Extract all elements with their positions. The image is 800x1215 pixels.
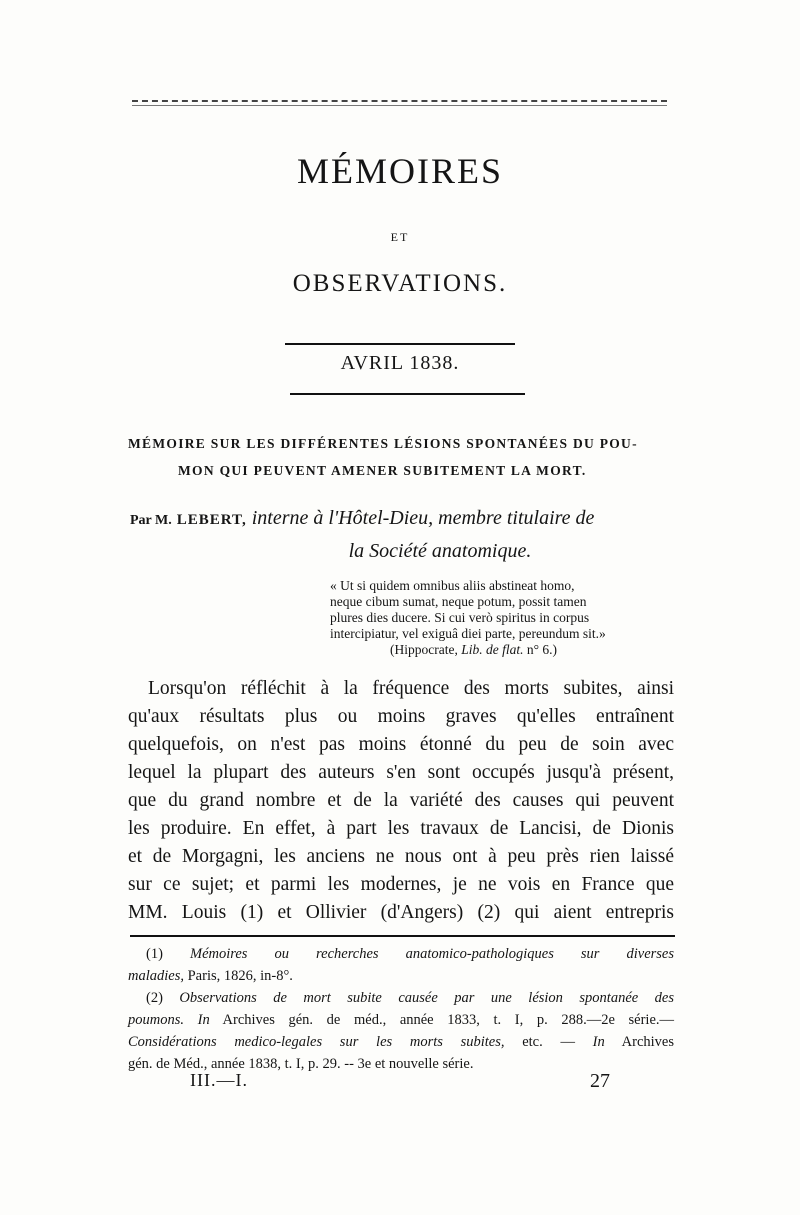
article-title-line-1: MÉMOIRE SUR LES DIFFÉRENTES LÉSIONS SPONTANÉES DU POU- — [128, 436, 638, 451]
epigraph-source-number: n° 6.) — [526, 642, 558, 657]
page-number: 27 — [590, 1070, 610, 1092]
signature-mark: III.—I. — [190, 1070, 248, 1090]
footnote-2-marker: (2) — [146, 990, 163, 1006]
footnote-1-publication: Paris, 1826, in-8°. — [187, 968, 293, 984]
epigraph-source-author: (Hippocrate, — [390, 642, 458, 657]
author-role-line-1: interne à l'Hôtel-Dieu, membre titulaire de — [251, 507, 595, 529]
divider-rule-lower — [290, 393, 525, 395]
epigraph — [330, 578, 675, 658]
article-title-line-2: MON QUI PEUVENT AMENER SUBITEMENT LA MORT. — [178, 463, 587, 478]
body-line: et de Morgagni, les anciens ne nous ont à peu près rien laissé — [128, 846, 674, 867]
body-line: quelquefois, on n'est pas moins étonné du peu de soin avec — [128, 734, 674, 755]
section-title-connector: ET — [390, 230, 410, 244]
body-line: les produire. En effet, à part les travaux de Lancisi, de Dionis — [128, 818, 674, 839]
body-line: Lorsqu'on réfléchit à la fréquence des morts subites, ainsi — [148, 678, 674, 699]
footnote-2-second-title: Considérations medico-legales sur les morts subites, — [128, 1034, 505, 1050]
top-rule — [132, 100, 667, 102]
epigraph-source — [330, 642, 675, 658]
top-rule-thin — [132, 105, 667, 106]
section-title: MÉMOIRES — [296, 151, 504, 191]
footnote-2-archives: Archives — [621, 1034, 675, 1050]
body-paragraph — [128, 675, 674, 927]
body-line: lequel la plupart des auteurs s'en sont occupés jusqu'à présent, — [128, 762, 674, 783]
footnote-1-title-cont: maladies, — [128, 968, 184, 984]
footnote-rule — [130, 935, 675, 937]
footnote-2-line-3 — [128, 1031, 674, 1053]
body-line: MM. Louis (1) et Ollivier (d'Angers) (2) qui aient entrepris — [128, 902, 674, 923]
author-role-line-2: la Société anatomique. — [348, 540, 532, 562]
byline-prefix: Par M. — [130, 513, 172, 528]
body-line: que du grand nombre et de la variété des causes qui peuvent — [128, 790, 674, 811]
section-subtitle: OBSERVATIONS. — [292, 270, 508, 297]
footnote-2-title: Observations de mort subite causée par une lésion spontanée des — [179, 990, 674, 1006]
footnote-2-in: In — [592, 1034, 605, 1050]
footnote-2-etc: etc. — — [522, 1034, 575, 1050]
footnote-2-publication: Archives gén. de méd., année 1833, t. I, p. 288.—2e série.— — [222, 1012, 675, 1028]
footnote-1-title: Mémoires ou recherches anatomico-pathologiques sur diverses — [189, 946, 674, 962]
footnote-1-marker: (1) — [146, 946, 163, 962]
epigraph-line: neque cibum sumat, neque potum, possit tamen — [330, 594, 587, 609]
footnote-2-line-4: gén. de Méd., année 1838, t. I, p. 29. -- 3e et nouvelle série. — [128, 1056, 474, 1072]
footnote-2-line-1 — [128, 987, 674, 1009]
footnote-1-line-1 — [128, 943, 674, 965]
epigraph-source-ref: Lib. de flat. — [461, 642, 524, 657]
footnote-1-line-2 — [128, 965, 674, 987]
footnote-2-line-2 — [128, 1009, 674, 1031]
issue-date: AVRIL 1838. — [340, 352, 460, 374]
article-title — [128, 430, 680, 484]
epigraph-line: intercipiatur, vel exiguâ diei parte, pereundum sit.» — [330, 626, 606, 641]
footnote-2-title-cont: poumons. In — [128, 1012, 210, 1028]
author-name: LEBERT, — [176, 512, 247, 528]
epigraph-line: « Ut si quidem omnibus aliis abstineat homo, — [330, 578, 575, 593]
body-line: sur ce sujet; et parmi les modernes, je ne vois en France que — [128, 874, 674, 895]
byline — [130, 503, 680, 566]
divider-rule-upper — [285, 343, 515, 345]
epigraph-line: plures dies ducere. Si cui verò spiritus in corpus — [330, 610, 590, 625]
body-line: qu'aux résultats plus ou moins graves qu'elles entraînent — [128, 706, 674, 727]
footnotes — [128, 943, 674, 1075]
